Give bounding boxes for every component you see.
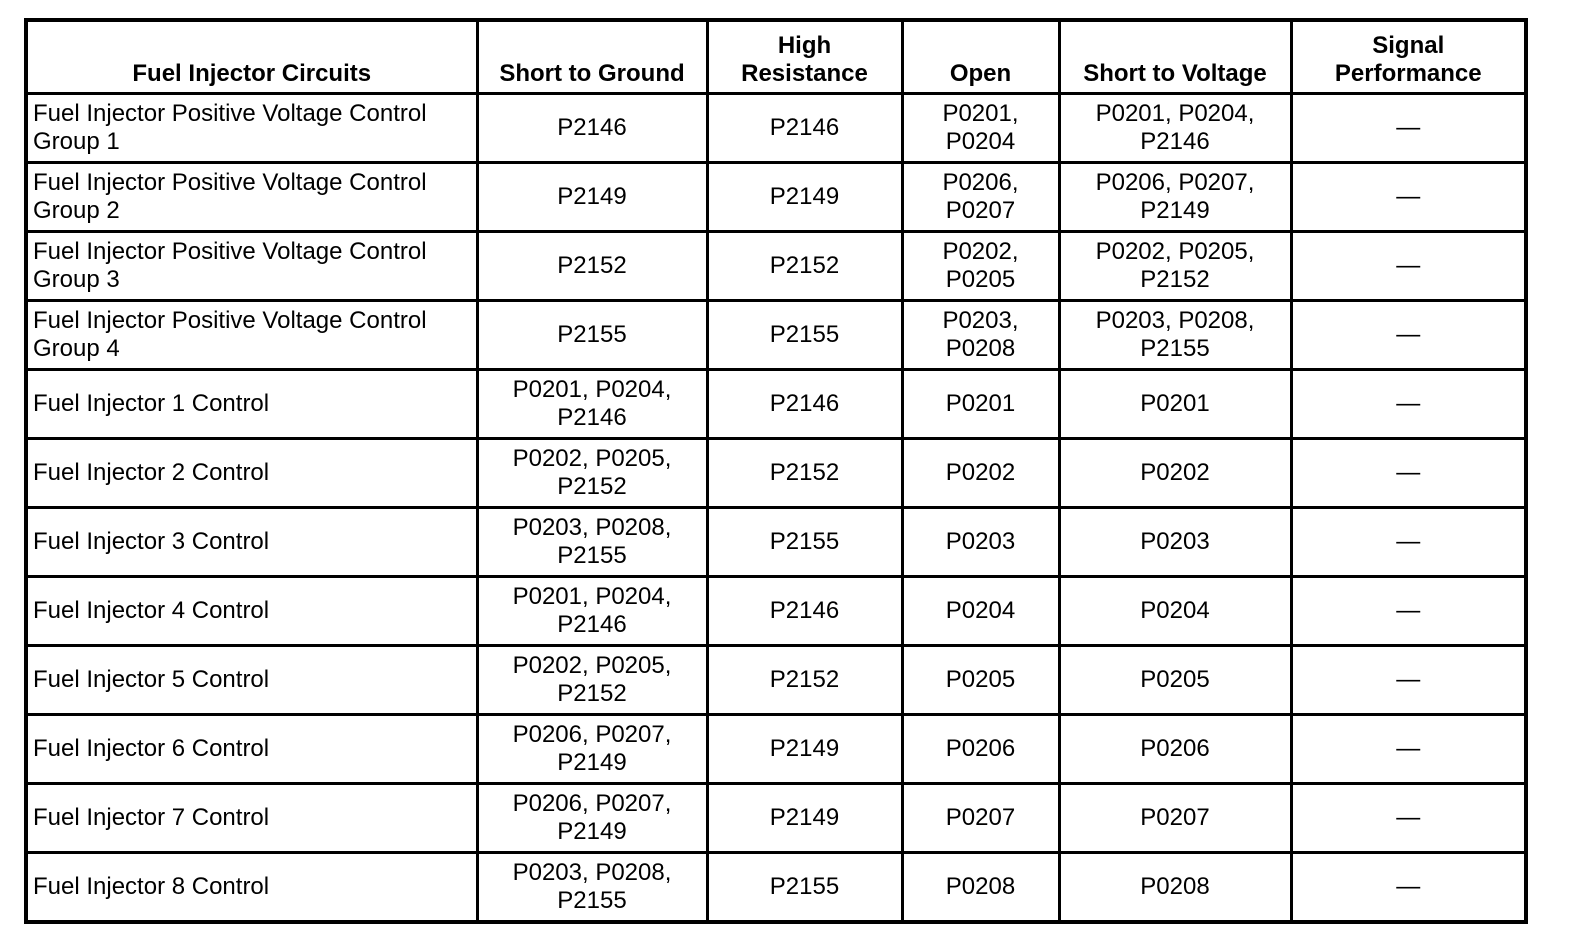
high-resistance-cell: P2152 bbox=[707, 439, 902, 508]
short-to-ground-cell: P0201, P0204, P2146 bbox=[477, 370, 707, 439]
table-row bbox=[26, 853, 1526, 923]
circuit-cell: Fuel Injector Positive Voltage Control Group 1 bbox=[26, 94, 477, 163]
high-resistance-cell: P2149 bbox=[707, 163, 902, 232]
high-resistance-cell: P2146 bbox=[707, 577, 902, 646]
short-to-ground-cell: P0206, P0207, P2149 bbox=[477, 784, 707, 853]
open-cell: P0206 bbox=[902, 715, 1059, 784]
table-row bbox=[26, 439, 1526, 508]
circuit-cell: Fuel Injector Positive Voltage Control Group 2 bbox=[26, 163, 477, 232]
header-row bbox=[26, 20, 1526, 94]
short-to-voltage-cell: P0206, P0207, P2149 bbox=[1059, 163, 1291, 232]
open-cell: P0201, P0204 bbox=[902, 94, 1059, 163]
circuit-cell: Fuel Injector 6 Control bbox=[26, 715, 477, 784]
high-resistance-cell: P2152 bbox=[707, 232, 902, 301]
circuit-cell: Fuel Injector 1 Control bbox=[26, 370, 477, 439]
open-cell: P0202 bbox=[902, 439, 1059, 508]
header-open: Open bbox=[902, 20, 1059, 94]
high-resistance-cell: P2155 bbox=[707, 301, 902, 370]
signal-performance-cell: — bbox=[1291, 439, 1526, 508]
table-row bbox=[26, 163, 1526, 232]
table-row bbox=[26, 784, 1526, 853]
open-cell: P0204 bbox=[902, 577, 1059, 646]
signal-performance-cell: — bbox=[1291, 163, 1526, 232]
short-to-ground-cell: P2152 bbox=[477, 232, 707, 301]
short-to-ground-cell: P0203, P0208, P2155 bbox=[477, 853, 707, 923]
high-resistance-cell: P2155 bbox=[707, 853, 902, 923]
short-to-ground-cell: P2146 bbox=[477, 94, 707, 163]
short-to-ground-cell: P2149 bbox=[477, 163, 707, 232]
open-cell: P0203 bbox=[902, 508, 1059, 577]
signal-performance-cell: — bbox=[1291, 646, 1526, 715]
signal-performance-cell: — bbox=[1291, 784, 1526, 853]
header-short-to-ground: Short to Ground bbox=[477, 20, 707, 94]
signal-performance-cell: — bbox=[1291, 715, 1526, 784]
high-resistance-cell: P2155 bbox=[707, 508, 902, 577]
header-fuel-injector-circuits: Fuel Injector Circuits bbox=[26, 20, 477, 94]
short-to-ground-cell: P2155 bbox=[477, 301, 707, 370]
short-to-voltage-cell: P0206 bbox=[1059, 715, 1291, 784]
table-row bbox=[26, 301, 1526, 370]
high-resistance-cell: P2149 bbox=[707, 715, 902, 784]
short-to-voltage-cell: P0205 bbox=[1059, 646, 1291, 715]
open-cell: P0202, P0205 bbox=[902, 232, 1059, 301]
circuit-cell: Fuel Injector Positive Voltage Control Group 4 bbox=[26, 301, 477, 370]
circuit-cell: Fuel Injector 8 Control bbox=[26, 853, 477, 923]
high-resistance-cell: P2149 bbox=[707, 784, 902, 853]
open-cell: P0208 bbox=[902, 853, 1059, 923]
table-row bbox=[26, 715, 1526, 784]
table-row bbox=[26, 370, 1526, 439]
table-row bbox=[26, 94, 1526, 163]
dtc-table-container bbox=[24, 18, 1524, 924]
short-to-ground-cell: P0203, P0208, P2155 bbox=[477, 508, 707, 577]
signal-performance-cell: — bbox=[1291, 94, 1526, 163]
circuit-cell: Fuel Injector Positive Voltage Control Group 3 bbox=[26, 232, 477, 301]
short-to-voltage-cell: P0204 bbox=[1059, 577, 1291, 646]
short-to-voltage-cell: P0208 bbox=[1059, 853, 1291, 923]
short-to-ground-cell: P0202, P0205, P2152 bbox=[477, 439, 707, 508]
short-to-voltage-cell: P0203, P0208, P2155 bbox=[1059, 301, 1291, 370]
signal-performance-cell: — bbox=[1291, 301, 1526, 370]
short-to-ground-cell: P0201, P0204, P2146 bbox=[477, 577, 707, 646]
circuit-cell: Fuel Injector 4 Control bbox=[26, 577, 477, 646]
open-cell: P0203, P0208 bbox=[902, 301, 1059, 370]
signal-performance-cell: — bbox=[1291, 232, 1526, 301]
short-to-voltage-cell: P0202, P0205, P2152 bbox=[1059, 232, 1291, 301]
circuit-cell: Fuel Injector 2 Control bbox=[26, 439, 477, 508]
header-short-to-voltage: Short to Voltage bbox=[1059, 20, 1291, 94]
table-row bbox=[26, 577, 1526, 646]
open-cell: P0207 bbox=[902, 784, 1059, 853]
short-to-voltage-cell: P0201, P0204, P2146 bbox=[1059, 94, 1291, 163]
open-cell: P0206, P0207 bbox=[902, 163, 1059, 232]
signal-performance-cell: — bbox=[1291, 853, 1526, 923]
circuit-cell: Fuel Injector 5 Control bbox=[26, 646, 477, 715]
circuit-cell: Fuel Injector 3 Control bbox=[26, 508, 477, 577]
high-resistance-cell: P2146 bbox=[707, 94, 902, 163]
open-cell: P0205 bbox=[902, 646, 1059, 715]
short-to-voltage-cell: P0207 bbox=[1059, 784, 1291, 853]
table-row bbox=[26, 508, 1526, 577]
fuel-injector-dtc-table bbox=[24, 18, 1528, 924]
table-body bbox=[26, 94, 1526, 923]
open-cell: P0201 bbox=[902, 370, 1059, 439]
short-to-ground-cell: P0202, P0205, P2152 bbox=[477, 646, 707, 715]
short-to-voltage-cell: P0201 bbox=[1059, 370, 1291, 439]
high-resistance-cell: P2146 bbox=[707, 370, 902, 439]
table-row bbox=[26, 646, 1526, 715]
short-to-voltage-cell: P0202 bbox=[1059, 439, 1291, 508]
circuit-cell: Fuel Injector 7 Control bbox=[26, 784, 477, 853]
header-high-resistance: High Resistance bbox=[707, 20, 902, 94]
signal-performance-cell: — bbox=[1291, 577, 1526, 646]
short-to-voltage-cell: P0203 bbox=[1059, 508, 1291, 577]
signal-performance-cell: — bbox=[1291, 508, 1526, 577]
header-signal-performance: Signal Performance bbox=[1291, 20, 1526, 94]
table-row bbox=[26, 232, 1526, 301]
signal-performance-cell: — bbox=[1291, 370, 1526, 439]
high-resistance-cell: P2152 bbox=[707, 646, 902, 715]
short-to-ground-cell: P0206, P0207, P2149 bbox=[477, 715, 707, 784]
